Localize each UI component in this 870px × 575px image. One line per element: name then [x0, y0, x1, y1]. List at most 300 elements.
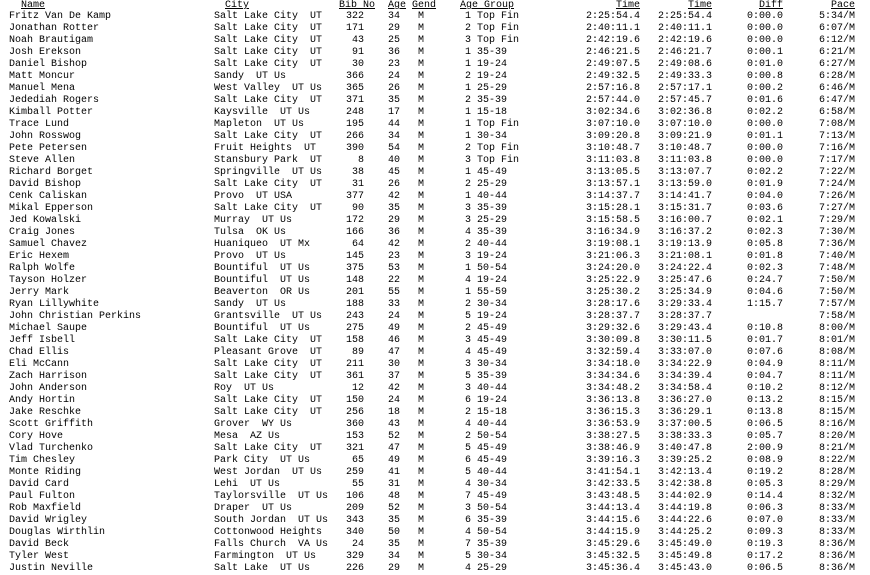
diff: 0:01.0 [746, 59, 783, 70]
gender: M [418, 107, 425, 118]
header-gender: Gend [412, 0, 437, 11]
age-group: 1 25-29 [465, 83, 508, 94]
table-row [0, 83, 870, 95]
gender: M [418, 119, 425, 130]
age: 18 [388, 407, 401, 418]
pace: 6:58/M [818, 107, 855, 118]
runner-name: Noah Brautigam [9, 35, 94, 46]
pace: 8:36/M [818, 563, 855, 574]
gender: M [418, 131, 425, 142]
time-2: 3:42:13.4 [657, 467, 712, 478]
table-row [0, 131, 870, 143]
age-group: 1 15-18 [465, 107, 508, 118]
time: 2:57:44.0 [585, 95, 640, 106]
time-2: 3:38:33.3 [657, 431, 712, 442]
pace: 7:24/M [818, 179, 855, 190]
city: Salt Lake City UT [214, 371, 323, 382]
time-2: 2:49:08.6 [657, 59, 712, 70]
pace: 8:08/M [818, 347, 855, 358]
gender: M [418, 431, 425, 442]
city: Mesa AZ Us [214, 431, 281, 442]
time: 3:10:48.7 [585, 143, 640, 154]
time: 3:38:46.9 [585, 443, 640, 454]
bib-number: 371 [345, 95, 364, 106]
runner-name: Manuel Mena [9, 83, 76, 94]
pace: 7:40/M [818, 251, 855, 262]
diff: 0:06.5 [746, 419, 783, 430]
time-2: 3:33:07.0 [657, 347, 712, 358]
table-row [0, 155, 870, 167]
city: Grover WY Us [214, 419, 293, 430]
age-group: 7 45-49 [465, 491, 508, 502]
time: 3:11:03.8 [585, 155, 640, 166]
gender: M [418, 563, 425, 574]
time: 3:25:30.2 [585, 287, 640, 298]
city: Stansbury Park UT [214, 155, 323, 166]
gender: M [418, 215, 425, 226]
runner-name: Jerry Mark [9, 287, 70, 298]
time-2: 3:34:22.9 [657, 359, 712, 370]
bib-number: 90 [351, 203, 364, 214]
time-2: 2:46:21.7 [657, 47, 712, 58]
age: 35 [388, 95, 401, 106]
gender: M [418, 59, 425, 70]
age: 24 [388, 311, 401, 322]
bib-number: 188 [345, 299, 364, 310]
gender: M [418, 155, 425, 166]
city: Sandy UT Us [214, 299, 287, 310]
city: Bountiful UT Us [214, 263, 311, 274]
diff: 0:00.8 [746, 71, 783, 82]
gender: M [418, 239, 425, 250]
time-2: 3:25:47.6 [657, 275, 712, 286]
bib-number: 166 [345, 227, 364, 238]
diff: 0:05.7 [746, 431, 783, 442]
bib-number: 201 [345, 287, 364, 298]
bib-number: 55 [351, 479, 364, 490]
age-group: 5 45-49 [465, 443, 508, 454]
bib-number: 153 [345, 431, 364, 442]
time-2: 3:44:25.2 [657, 527, 712, 538]
table-row [0, 359, 870, 371]
diff: 0:02.2 [746, 167, 783, 178]
time: 3:28:37.7 [585, 311, 640, 322]
age: 45 [388, 167, 401, 178]
time-2: 3:02:36.8 [657, 107, 712, 118]
city: Tulsa OK Us [214, 227, 287, 238]
age: 34 [388, 131, 401, 142]
pace: 8:33/M [818, 503, 855, 514]
bib-number: 365 [345, 83, 364, 94]
table-row [0, 59, 870, 71]
gender: M [418, 491, 425, 502]
age: 46 [388, 335, 401, 346]
bib-number: 31 [351, 179, 364, 190]
pace: 6:28/M [818, 71, 855, 82]
age: 35 [388, 515, 401, 526]
age-group: 3 30-34 [465, 359, 508, 370]
diff: 0:07.6 [746, 347, 783, 358]
gender: M [418, 35, 425, 46]
age: 26 [388, 83, 401, 94]
diff: 0:10.2 [746, 383, 783, 394]
pace: 7:26/M [818, 191, 855, 202]
time: 3:36:13.8 [585, 395, 640, 406]
bib-number: 361 [345, 371, 364, 382]
gender: M [418, 191, 425, 202]
age-group: 2 45-49 [465, 323, 508, 334]
bib-number: 340 [345, 527, 364, 538]
time-2: 3:13:59.0 [657, 179, 712, 190]
city: Falls Church VA Us [214, 539, 329, 550]
pace: 8:15/M [818, 407, 855, 418]
age-group: 5 30-34 [465, 551, 508, 562]
gender: M [418, 11, 425, 22]
pace: 6:46/M [818, 83, 855, 94]
pace: 8:11/M [818, 359, 855, 370]
pace: 8:33/M [818, 527, 855, 538]
time: 3:32:59.4 [585, 347, 640, 358]
runner-name: Douglas Wirthlin [9, 527, 106, 538]
city: Lehi UT Us [214, 479, 281, 490]
age: 34 [388, 11, 401, 22]
age: 47 [388, 443, 401, 454]
bib-number: 322 [345, 11, 364, 22]
city: Salt Lake City UT [214, 95, 323, 106]
pace: 8:32/M [818, 491, 855, 502]
diff: 0:03.6 [746, 203, 783, 214]
city: Salt Lake City UT [214, 359, 323, 370]
gender: M [418, 539, 425, 550]
age: 34 [388, 551, 401, 562]
time-2: 3:37:00.5 [657, 419, 712, 430]
age: 42 [388, 239, 401, 250]
runner-name: Jedediah Rogers [9, 95, 100, 106]
runner-name: Josh Erekson [9, 47, 82, 58]
pace: 6:47/M [818, 95, 855, 106]
pace: 8:20/M [818, 431, 855, 442]
time-2: 2:49:33.3 [657, 71, 712, 82]
table-row [0, 563, 870, 575]
gender: M [418, 71, 425, 82]
time-2: 3:45:49.8 [657, 551, 712, 562]
age: 42 [388, 191, 401, 202]
time: 3:34:48.2 [585, 383, 640, 394]
diff: 0:00.2 [746, 83, 783, 94]
table-row [0, 227, 870, 239]
diff: 0:08.9 [746, 455, 783, 466]
runner-name: Zach Harrison [9, 371, 88, 382]
pace: 7:50/M [818, 275, 855, 286]
gender: M [418, 467, 425, 478]
runner-name: Kimball Potter [9, 107, 94, 118]
age-group: 4 45-49 [465, 347, 508, 358]
runner-name: Cory Hove [9, 431, 64, 442]
runner-name: Mikal Epperson [9, 203, 94, 214]
runner-name: David Card [9, 479, 70, 490]
runner-name: Jeff Isbell [9, 335, 76, 346]
bib-number: 8 [357, 155, 364, 166]
city: Kaysville UT Us [214, 107, 311, 118]
age-group: 6 19-24 [465, 395, 508, 406]
bib-number: 211 [345, 359, 364, 370]
table-row [0, 191, 870, 203]
age: 30 [388, 359, 401, 370]
time-2: 3:45:49.0 [657, 539, 712, 550]
table-row [0, 35, 870, 47]
gender: M [418, 551, 425, 562]
runner-name: David Wrigley [9, 515, 88, 526]
age: 29 [388, 215, 401, 226]
age-group: 1 55-59 [465, 287, 508, 298]
table-row [0, 395, 870, 407]
table-row [0, 323, 870, 335]
time-2: 3:36:29.1 [657, 407, 712, 418]
age: 35 [388, 203, 401, 214]
gender: M [418, 335, 425, 346]
time-2: 3:34:39.4 [657, 371, 712, 382]
age: 29 [388, 23, 401, 34]
runner-name: Jake Reschke [9, 407, 82, 418]
age: 47 [388, 347, 401, 358]
age-group: 2 40-44 [465, 239, 508, 250]
bib-number: 150 [345, 395, 364, 406]
pace: 6:27/M [818, 59, 855, 70]
pace: 5:34/M [818, 11, 855, 22]
pace: 8:11/M [818, 371, 855, 382]
table-row [0, 539, 870, 551]
city: Salt Lake UT Us [214, 563, 311, 574]
city: Pleasant Grove UT [214, 347, 323, 358]
pace: 7:08/M [818, 119, 855, 130]
pace: 8:29/M [818, 479, 855, 490]
time: 3:28:17.6 [585, 299, 640, 310]
runner-name: Rob Maxfield [9, 503, 82, 514]
gender: M [418, 167, 425, 178]
diff: 0:06.5 [746, 563, 783, 574]
gender: M [418, 443, 425, 454]
runner-name: Vlad Turchenko [9, 443, 94, 454]
time-2: 3:29:33.4 [657, 299, 712, 310]
bib-number: 226 [345, 563, 364, 574]
diff: 0:09.3 [746, 527, 783, 538]
diff: 0:17.2 [746, 551, 783, 562]
age-group: 1 30-34 [465, 131, 508, 142]
age: 24 [388, 395, 401, 406]
time: 2:42:19.6 [585, 35, 640, 46]
table-row [0, 251, 870, 263]
time-2: 3:29:43.4 [657, 323, 712, 334]
bib-number: 38 [351, 167, 364, 178]
pace: 7:29/M [818, 215, 855, 226]
age: 43 [388, 419, 401, 430]
time: 3:44:15.6 [585, 515, 640, 526]
age-group: 3 Top Fin [465, 35, 520, 46]
city: Taylorsville UT Us [214, 491, 329, 502]
runner-name: Ralph Wolfe [9, 263, 76, 274]
runner-name: Jonathan Rotter [9, 23, 100, 34]
pace: 6:07/M [818, 23, 855, 34]
bib-number: 243 [345, 311, 364, 322]
table-row [0, 347, 870, 359]
time: 2:25:54.4 [585, 11, 640, 22]
gender: M [418, 83, 425, 94]
time: 3:34:18.0 [585, 359, 640, 370]
age: 24 [388, 71, 401, 82]
time: 3:15:58.5 [585, 215, 640, 226]
bib-number: 30 [351, 59, 364, 70]
header-age: Age [388, 0, 407, 11]
age: 49 [388, 323, 401, 334]
city: Salt Lake City UT [214, 23, 323, 34]
table-row [0, 491, 870, 503]
time: 3:39:16.3 [585, 455, 640, 466]
city: Mapleton UT Us [214, 119, 305, 130]
runner-name: Andy Hortin [9, 395, 76, 406]
table-row [0, 527, 870, 539]
time-2: 3:16:37.2 [657, 227, 712, 238]
city: Salt Lake City UT [214, 131, 323, 142]
age-group: 3 45-49 [465, 335, 508, 346]
gender: M [418, 203, 425, 214]
time-2: 3:15:31.7 [657, 203, 712, 214]
age: 22 [388, 275, 401, 286]
time-2: 3:09:21.9 [657, 131, 712, 142]
bib-number: 89 [351, 347, 364, 358]
time: 3:21:06.3 [585, 251, 640, 262]
bib-number: 343 [345, 515, 364, 526]
table-row [0, 383, 870, 395]
city: Salt Lake City UT [214, 179, 323, 190]
pace: 7:13/M [818, 131, 855, 142]
diff: 1:15.7 [746, 299, 783, 310]
age: 17 [388, 107, 401, 118]
age: 35 [388, 539, 401, 550]
bib-number: 256 [345, 407, 364, 418]
age: 52 [388, 431, 401, 442]
age-group: 1 Top Fin [465, 119, 520, 130]
table-row [0, 335, 870, 347]
time: 3:19:08.1 [585, 239, 640, 250]
bib-number: 43 [351, 35, 364, 46]
bib-number: 248 [345, 107, 364, 118]
header-name: Name [21, 0, 46, 11]
time-2: 3:07:10.0 [657, 119, 712, 130]
diff: 0:01.9 [746, 179, 783, 190]
diff: 0:00.0 [746, 35, 783, 46]
city: West Valley UT Us [214, 83, 323, 94]
age-group: 4 35-39 [465, 227, 508, 238]
header-city: City [225, 0, 250, 11]
table-row [0, 371, 870, 383]
time-2: 3:28:37.7 [657, 311, 712, 322]
runner-name: Jed Kowalski [9, 215, 82, 226]
pace: 7:27/M [818, 203, 855, 214]
diff: 0:05.8 [746, 239, 783, 250]
bib-number: 195 [345, 119, 364, 130]
age-group: 3 25-29 [465, 215, 508, 226]
city: Draper UT Us [214, 503, 293, 514]
city: Salt Lake City UT [214, 59, 323, 70]
time: 3:34:34.6 [585, 371, 640, 382]
time-2: 3:11:03.8 [657, 155, 712, 166]
gender: M [418, 179, 425, 190]
age-group: 6 45-49 [465, 455, 508, 466]
bib-number: 360 [345, 419, 364, 430]
table-row [0, 119, 870, 131]
bib-number: 329 [345, 551, 364, 562]
table-row [0, 299, 870, 311]
diff: 0:04.0 [746, 191, 783, 202]
age-group: 3 40-44 [465, 383, 508, 394]
table-row [0, 203, 870, 215]
table-row [0, 95, 870, 107]
time-2: 3:45:43.0 [657, 563, 712, 574]
runner-name: Eric Hexem [9, 251, 70, 262]
gender: M [418, 479, 425, 490]
pace: 8:21/M [818, 443, 855, 454]
header-age-group: Age Group [460, 0, 515, 11]
age: 23 [388, 59, 401, 70]
bib-number: 209 [345, 503, 364, 514]
age: 23 [388, 251, 401, 262]
age-group: 4 40-44 [465, 419, 508, 430]
pace: 7:48/M [818, 263, 855, 274]
runner-name: Steve Allen [9, 155, 76, 166]
time-2: 3:16:00.7 [657, 215, 712, 226]
runner-name: Tyler West [9, 551, 70, 562]
time: 3:36:15.3 [585, 407, 640, 418]
table-row [0, 431, 870, 443]
diff: 0:00.0 [746, 119, 783, 130]
time: 3:44:13.4 [585, 503, 640, 514]
diff: 0:05.3 [746, 479, 783, 490]
time-2: 2:42:19.6 [657, 35, 712, 46]
gender: M [418, 23, 425, 34]
age-group: 5 40-44 [465, 467, 508, 478]
pace: 8:16/M [818, 419, 855, 430]
age-group: 1 45-49 [465, 167, 508, 178]
runner-name: Fritz Van De Kamp [9, 11, 112, 22]
bib-number: 171 [345, 23, 364, 34]
time-2: 3:21:08.1 [657, 251, 712, 262]
gender: M [418, 395, 425, 406]
time: 3:41:54.1 [585, 467, 640, 478]
city: South Jordan UT Us [214, 515, 329, 526]
runner-name: Matt Moncur [9, 71, 76, 82]
bib-number: 275 [345, 323, 364, 334]
age: 31 [388, 479, 401, 490]
diff: 0:04.7 [746, 371, 783, 382]
time-2: 2:25:54.4 [657, 11, 712, 22]
diff: 0:00.0 [746, 23, 783, 34]
time: 3:44:15.9 [585, 527, 640, 538]
header-bib: Bib No [338, 0, 375, 11]
table-row [0, 443, 870, 455]
table-row [0, 455, 870, 467]
bib-number: 24 [351, 539, 364, 550]
city: Roy UT Us [214, 383, 275, 394]
time: 3:16:34.9 [585, 227, 640, 238]
bib-number: 390 [345, 143, 364, 154]
pace: 8:12/M [818, 383, 855, 394]
runner-name: Paul Fulton [9, 491, 76, 502]
bib-number: 148 [345, 275, 364, 286]
time-2: 3:25:34.9 [657, 287, 712, 298]
diff: 0:02.2 [746, 107, 783, 118]
gender: M [418, 407, 425, 418]
city: Bountiful UT Us [214, 323, 311, 334]
